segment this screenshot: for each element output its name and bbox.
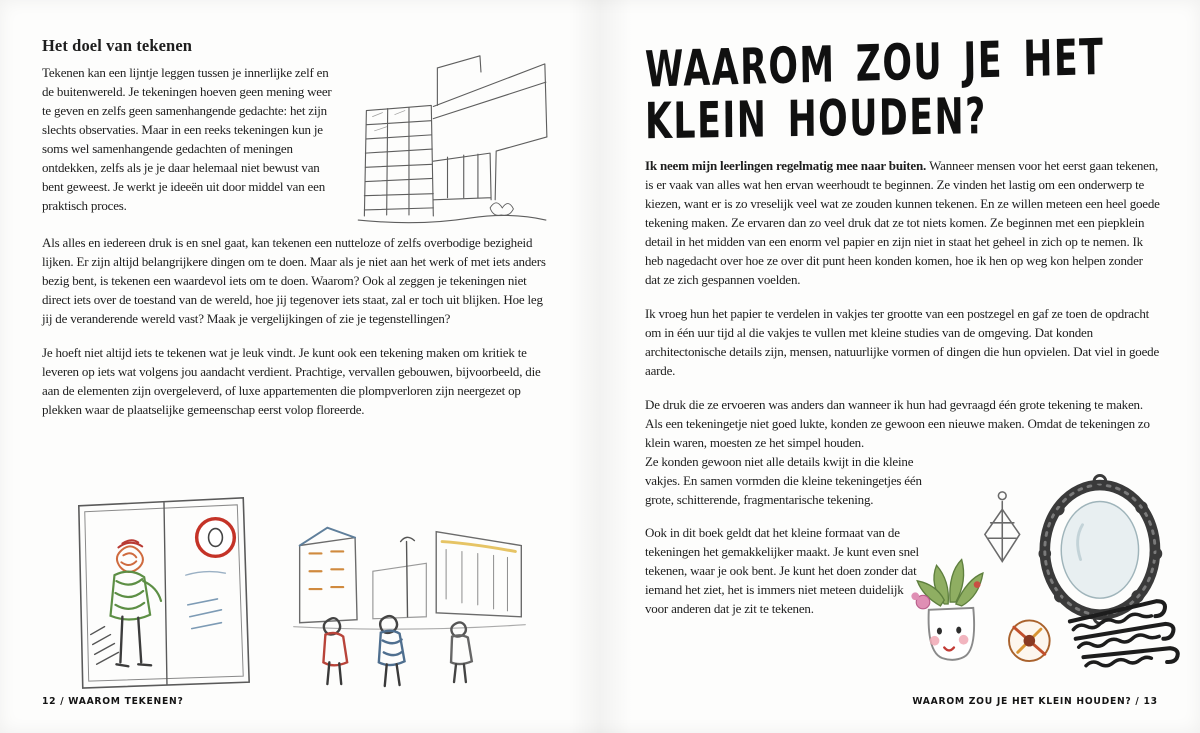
left-paragraph-1: Tekenen kan een lijntje leggen tussen je innerlijke zelf en de buitenwereld. Je tekeningen hoeven geen mening weer te geven en zelfs geen samenhangende gedachte: het zijn slechts observaties. Maar in een reeks tekeningen kun je soms wel samenhangende gedachten of meningen ontdekken, zelfs als je je daar helemaal niet bewust van bent geweest. Je werkt je ideeën uit door middel van een praktisch proces. (42, 65, 332, 213)
marble-sketch (1009, 620, 1050, 661)
chapter-title-line-1: WAAROM ZOU JE HET (644, 28, 1105, 100)
building-pencil-sketch (338, 46, 556, 242)
right-paragraph-3-narrow: Ze konden gewoon niet alle details kwijt in die kleine vakjes. En samen vormden die kleine tekeningetjes één grote, schitterende, fragmentarische tekening. (645, 454, 922, 507)
left-paragraph-2: Als alles en iedereen druk is en snel gaat, kan tekenen een nutteloze of zelfs overbodige bezigheid lijken. Er zijn altijd belangrijkere dingen om te doen. Maar als je niet aan het werk of met iets anders bezig bent, is tekenen een waardevol iets om te doen. Waarom? Ook al zeggen je tekeningen niet direct iets over de toestand van de wereld, hoe jij tegenover iets staat, zal er toch uit blijken. Hoe leg jij de veranderende wereld vast? Maak je vergelijkingen of zie je tegenstellingen? (42, 235, 546, 326)
plant-pot-face-sketch (911, 560, 983, 660)
paragraph-lead: Ik neem mijn leerlingen regelmatig mee naar buiten. (645, 158, 927, 173)
earring-sketch (985, 492, 1020, 562)
right-paragraph-4: Ook in dit boek geldt dat het kleine formaat van de tekeningen het gemakkelijker maakt. Je kunt even snel tekenen, waar je ook bent. Je kunt het doen zonder dat iemand het ziet, het is immers niet meteen duidelijk voor anderen dat je zit te tekenen. (645, 525, 919, 616)
left-paragraph-3: Je hoeft niet altijd iets te tekenen wat je leuk vindt. Je kunt ook een tekening maken om kritiek te leveren op iets wat volgens jou aandacht verdient. Prachtige, vervallen gebouwen, bijvoorbeeld, die aan de elementen zijn overgeleverd, of luxe appartementen die plompverloren zijn neergezet op plekken waar de plaatselijke gemeenschap eerst volop floreerde. (42, 345, 541, 417)
right-paragraph-1 (645, 156, 1161, 289)
objects-cluster-sketch (894, 466, 1184, 684)
chapter-title (644, 28, 1105, 151)
mirror-sketch (1040, 475, 1161, 623)
right-paragraph-3-wide: De druk die ze ervoeren was anders dan wanneer ik hun had gevraagd één grote tekening te maken. Als een tekeningetje niet goed lukte, konden ze gewoon een nieuwe maken. Omdat de tekeningen zo klein waren, moesten ze het simpel houden. (645, 397, 1150, 450)
left-page-heading: Het doel van tekenen (42, 36, 193, 55)
chapter-title-line-2: KLEIN HOUDEN? (644, 87, 987, 151)
shop-window-sketch (68, 486, 258, 694)
street-scene-sketch (284, 502, 534, 690)
right-page-footer: WAAROM ZOU JE HET KLEIN HOUDEN? / 13 (912, 696, 1158, 707)
paragraph-body: Wanneer mensen voor het eerst gaan tekenen, is er vaak van alles wat hen ervan weerhoudt te beginnen. Ze vinden het lastig om een onderwerp te kiezen, want er is zo vreselijk veel wat ze zouden kunnen tekenen. En ze willen meteen een heel goede tekening maken. Ze ervaren dan zo veel druk dat ze tot niets komen. Ze beginnen met een piepklein detail in het midden van een enorm vel papier en zijn niet in staat het geheel in zich op te nemen. Ik heb nagedacht over hoe ze over dit punt heen konden komen, hoe ik hen op weg kon helpen zonder dat ze zich gespannen voelden. (645, 158, 1160, 287)
right-paragraph-2: Ik vroeg hun het papier te verdelen in vakjes ter grootte van een postzegel en gaf ze toen de opdracht om in één uur tijd al die vakjes te vullen met kleine studies van de omgeving. Dat konden architectonische details zijn, mensen, natuurlijke vormen of dingen die hun opvielen. Dat viel in goede aarde. (645, 306, 1160, 378)
left-page-footer: 12 / WAAROM TEKENEN? (42, 696, 184, 707)
